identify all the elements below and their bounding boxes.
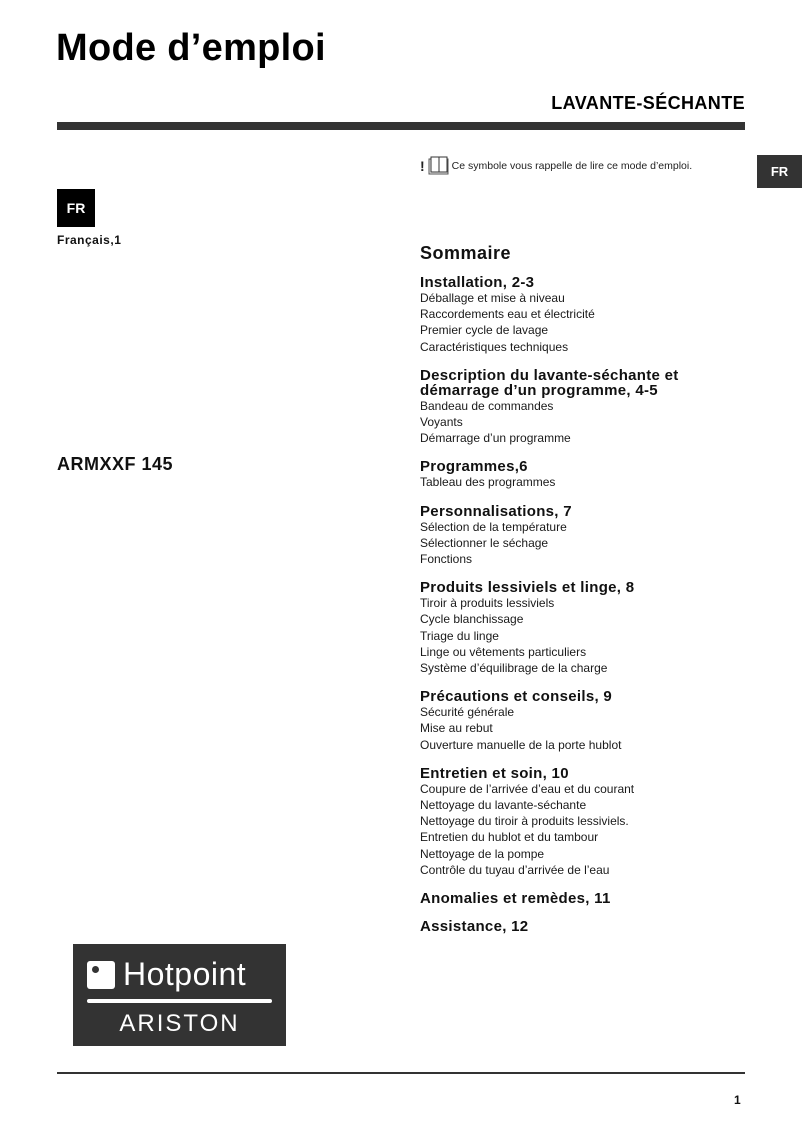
read-manual-note bbox=[420, 156, 692, 176]
footer-divider bbox=[57, 1072, 745, 1074]
toc-section-heading: Entretien et soin, 10 bbox=[420, 764, 569, 782]
toc-section bbox=[420, 580, 750, 676]
page-title: Mode d’emploi bbox=[56, 27, 326, 69]
language-label: Français,1 bbox=[57, 233, 122, 247]
exclamation-icon: ! bbox=[420, 158, 425, 174]
table-of-contents bbox=[420, 243, 750, 947]
toc-item: Voyants bbox=[420, 415, 463, 430]
toc-item: Cycle blanchissage bbox=[420, 612, 524, 627]
toc-item: Sélection de la température bbox=[420, 519, 567, 534]
toc-item: Entretien du hublot et du tambour bbox=[420, 830, 599, 845]
toc-item: Bandeau de commandes bbox=[420, 398, 554, 413]
book-icon bbox=[428, 156, 450, 176]
toc-item: Nettoyage de la pompe bbox=[420, 846, 545, 861]
toc-section-heading: Description du lavante-séchante et démarrage d’un programme, 4-5 bbox=[420, 366, 679, 399]
toc-section-heading: Précautions et conseils, 9 bbox=[420, 688, 613, 706]
toc-item: Système d’équilibrage de la charge bbox=[420, 661, 608, 676]
toc-item: Nettoyage du tiroir à produits lessiviels. bbox=[420, 814, 629, 829]
page-number: 1 bbox=[734, 1093, 741, 1107]
language-badge: FR bbox=[57, 189, 95, 227]
toc-section bbox=[420, 689, 750, 753]
toc-section-heading: Programmes,6 bbox=[420, 458, 528, 476]
toc-item: Caractéristiques techniques bbox=[420, 339, 569, 354]
toc-section-heading: Personnalisations, 7 bbox=[420, 502, 572, 520]
product-type: LAVANTE-SÉCHANTE bbox=[551, 93, 745, 113]
logo-rule bbox=[87, 999, 272, 1003]
toc-item: Sélectionner le séchage bbox=[420, 535, 549, 550]
brand-subname: ARISTON bbox=[119, 1010, 240, 1037]
language-tab: FR bbox=[757, 155, 802, 188]
toc-section-heading: Produits lessiviels et linge, 8 bbox=[420, 579, 635, 597]
toc-item: Tableau des programmes bbox=[420, 475, 556, 490]
toc-item: Contrôle du tuyau d’arrivée de l’eau bbox=[420, 862, 610, 877]
note-text: Ce symbole vous rappelle de lire ce mode d’emploi. bbox=[451, 160, 693, 172]
toc-section bbox=[420, 368, 750, 447]
toc-item: Démarrage d’un programme bbox=[420, 431, 571, 446]
toc-item: Premier cycle de lavage bbox=[420, 323, 549, 338]
header-divider bbox=[57, 122, 745, 130]
toc-section-heading: Installation, 2-3 bbox=[420, 274, 535, 291]
toc-section bbox=[420, 459, 750, 490]
hotpoint-square-icon bbox=[87, 961, 115, 989]
toc-section bbox=[420, 504, 750, 568]
toc-item: Fonctions bbox=[420, 552, 473, 567]
toc-item: Nettoyage du lavante-séchante bbox=[420, 798, 587, 813]
toc-item: Coupure de l’arrivée d’eau et du courant bbox=[420, 781, 635, 796]
toc-item: Sécurité générale bbox=[420, 705, 515, 720]
toc-section bbox=[420, 919, 750, 934]
toc-section bbox=[420, 766, 750, 878]
toc-item: Déballage et mise à niveau bbox=[420, 291, 565, 305]
toc-item: Tiroir à produits lessiviels bbox=[420, 596, 555, 611]
toc-item: Triage du linge bbox=[420, 628, 499, 643]
toc-item: Ouverture manuelle de la porte hublot bbox=[420, 737, 622, 752]
toc-item: Linge ou vêtements particuliers bbox=[420, 644, 587, 659]
toc-title: Sommaire bbox=[420, 243, 512, 263]
toc-section bbox=[420, 275, 750, 355]
toc-section-heading: Anomalies et remèdes, 11 bbox=[420, 890, 611, 908]
model-number: ARMXXF 145 bbox=[57, 454, 174, 474]
toc-section-heading: Assistance, 12 bbox=[420, 918, 529, 936]
brand-name: Hotpoint bbox=[123, 956, 247, 992]
toc-item: Raccordements eau et électricité bbox=[420, 307, 595, 322]
brand-logo bbox=[73, 944, 286, 1046]
toc-item: Mise au rebut bbox=[420, 721, 493, 736]
toc-section bbox=[420, 891, 750, 906]
